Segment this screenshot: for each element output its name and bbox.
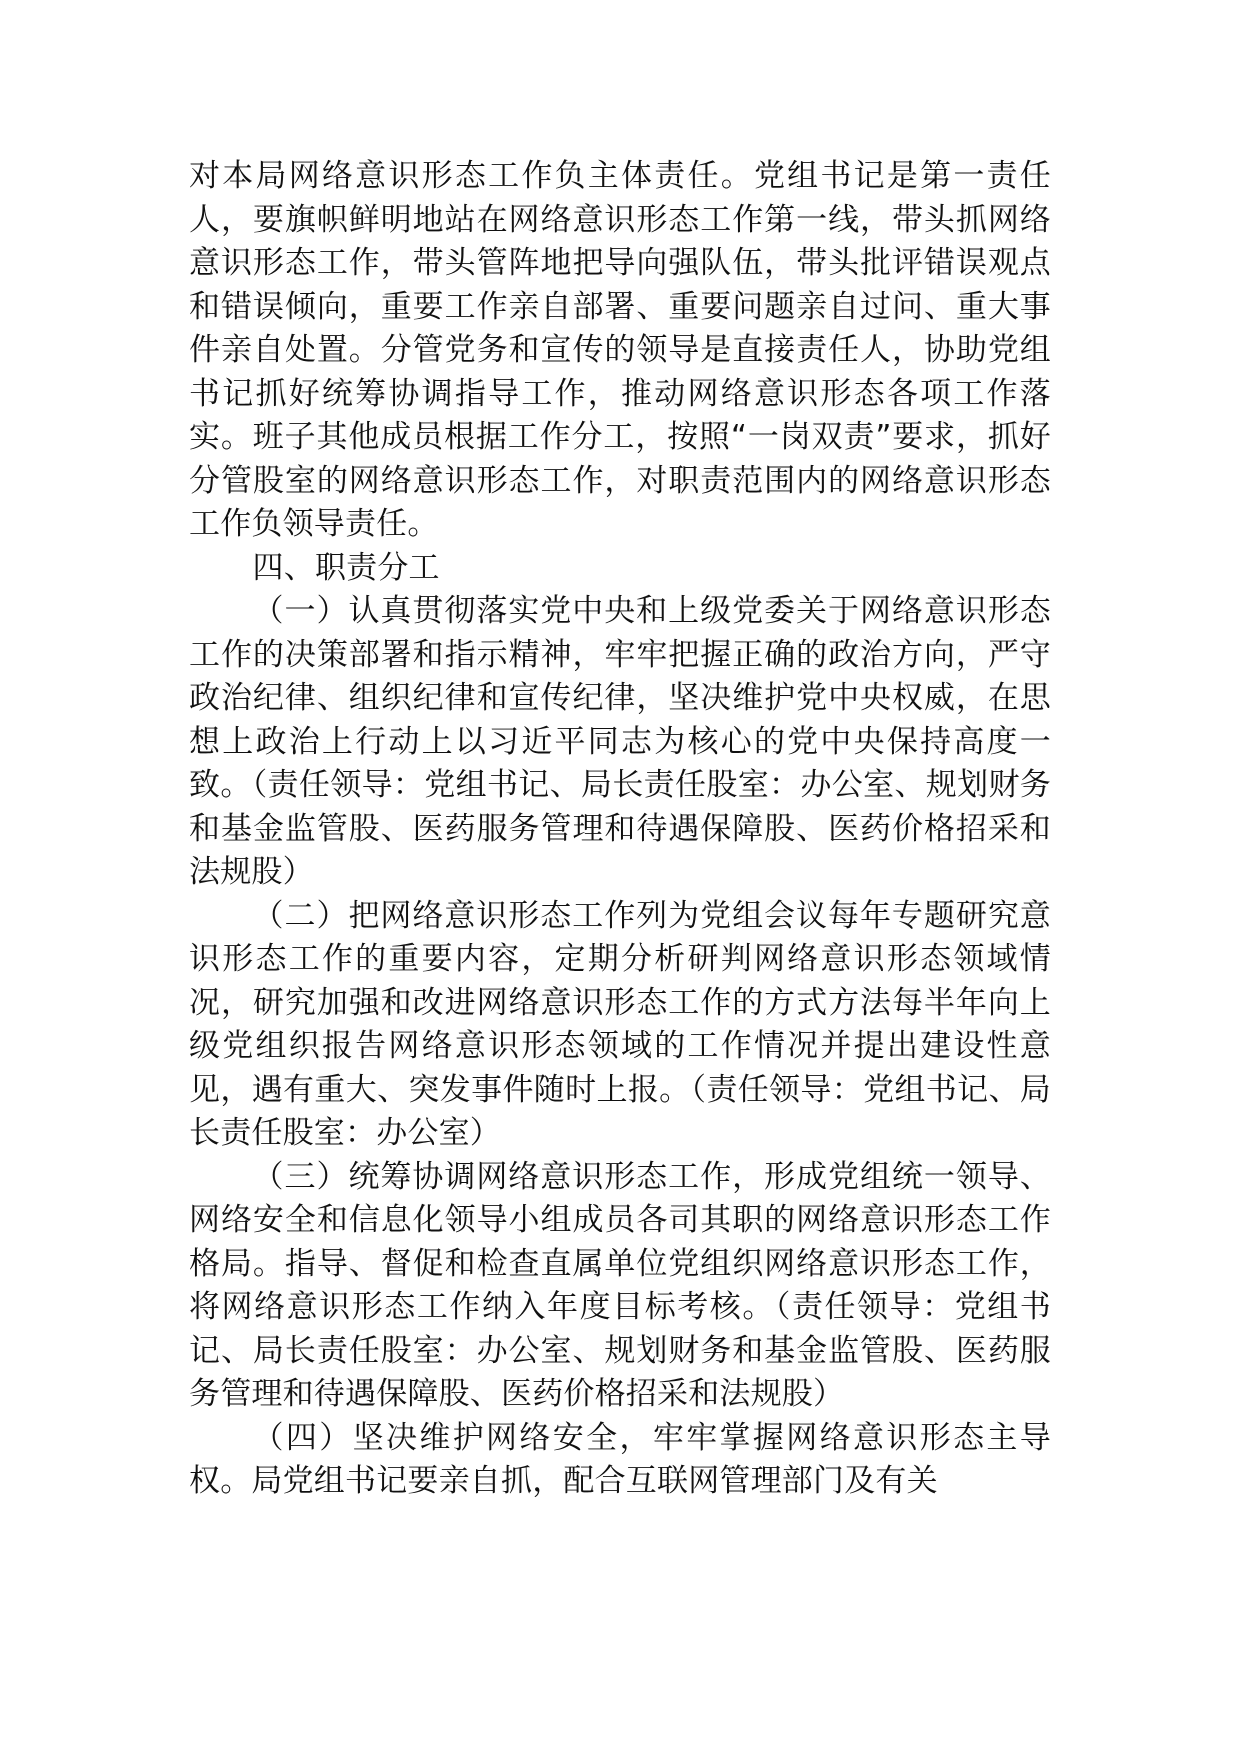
paragraph-responsibility-overview: 对本局网络意识形态工作负主体责任。党组书记是第一责任人，要旗帜鲜明地站在网络意识形态工作第一线，带头抓网络意识形态工作，带头管阵地把导向强队伍，带头批评错误观点和错误倾向，重要工作亲自部署、重要问题亲自过问、重大事件亲自处置。分管党务和宣传的领导是直接责任人，协助党组书记抓好统筹协调指导工作，推动网络意识形态各项工作落实。班子其他成员根据工作分工，按照“一岗双责”要求，抓好分管股室的网络意识形态工作，对职责范围内的网络意识形态工作负领导责任。 [189, 158, 1051, 542]
section-heading-duties: 四、职责分工 [252, 549, 440, 586]
paragraph-duty-4: （四）坚决维护网络安全，牢牢掌握网络意识形态主导权。局党组书记要亲自抓，配合互联网管理部门及有关 [189, 1419, 1051, 1499]
document-body [189, 155, 1051, 1504]
paragraph-duty-3: （三）统筹协调网络意识形态工作，形成党组统一领导、网络安全和信息化领导小组成员各司其职的网络意识形态工作格局。指导、督促和检查直属单位党组织网络意识形态工作，将网络意识形态工作纳入年度目标考核。（责任领导：党组书记、局长责任股室：办公室、规划财务和基金监管股、医药服务管理和待遇保障股、医药价格招采和法规股） [189, 1158, 1051, 1412]
paragraph-duty-1: （一）认真贯彻落实党中央和上级党委关于网络意识形态工作的决策部署和指示精神，牢牢把握正确的政治方向，严守政治纪律、组织纪律和宣传纪律，坚决维护党中央权威，在思想上政治上行动上以习近平同志为核心的党中央保持高度一致。（责任领导：党组书记、局长责任股室：办公室、规划财务和基金监管股、医药服务管理和待遇保障股、医药价格招采和法规股） [189, 593, 1051, 890]
paragraph-duty-2: （二）把网络意识形态工作列为党组会议每年专题研究意识形态工作的重要内容，定期分析研判网络意识形态领域情况，研究加强和改进网络意识形态工作的方式方法每半年向上级党组织报告网络意识形态领域的工作情况并提出建设性意见，遇有重大、突发事件随时上报。（责任领导：党组书记、局长责任股室：办公室） [189, 897, 1051, 1151]
